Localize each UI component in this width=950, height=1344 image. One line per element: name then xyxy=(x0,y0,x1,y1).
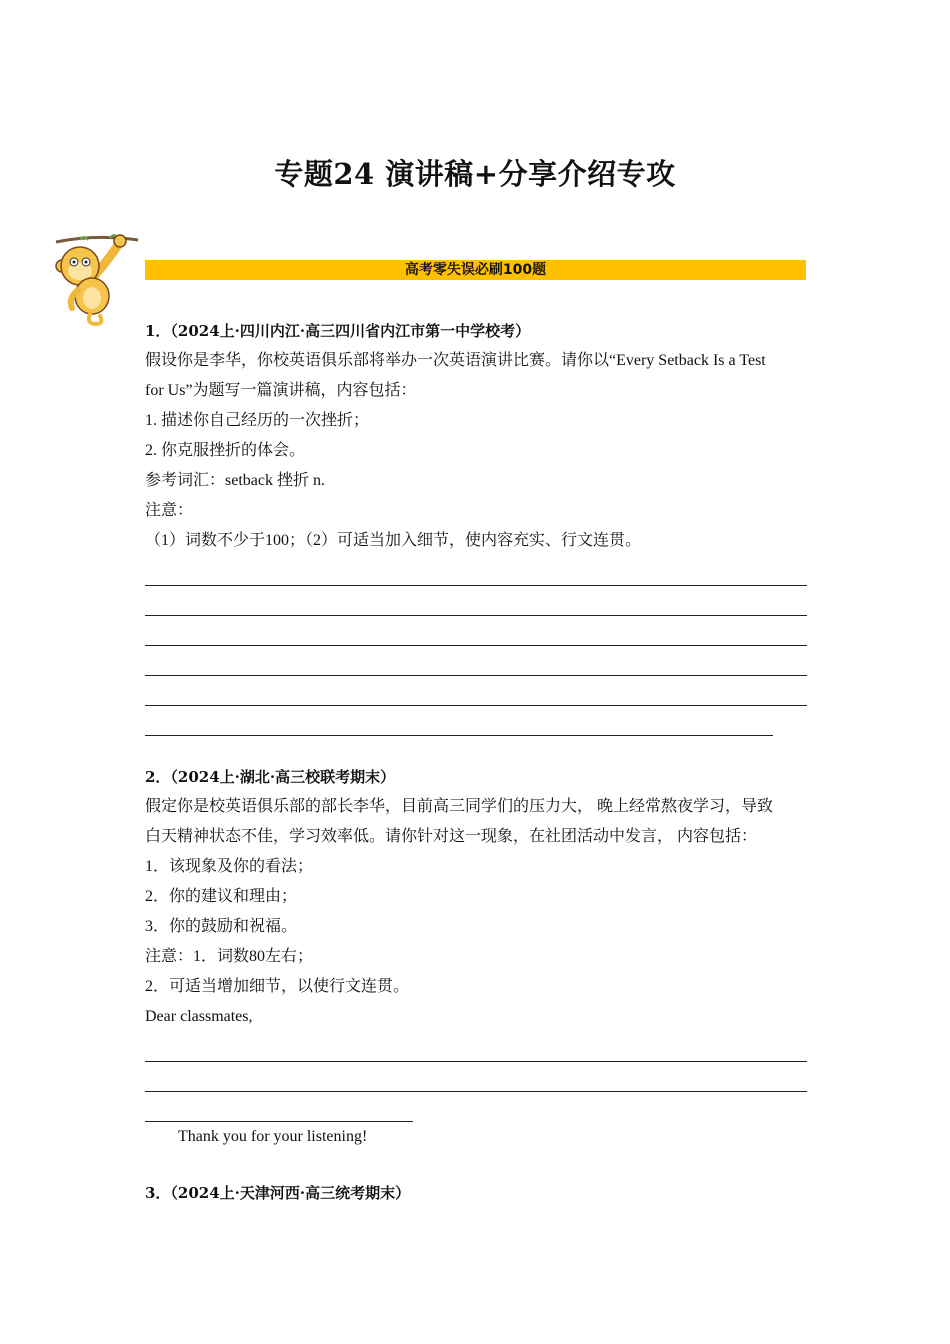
question-1-vocab: 参考词汇：setback 挫折 n. xyxy=(145,472,325,489)
question-2-point-2: 2．你的建议和理由； xyxy=(145,888,298,905)
answer-line[interactable] xyxy=(145,616,807,646)
question-1-point-2: 2. 你克服挫折的体会。 xyxy=(145,442,306,459)
question-2 xyxy=(145,762,807,1152)
question-1-note: （1）词数不少于100；（2）可适当加入细节，使内容充实、行文连贯。 xyxy=(145,532,642,549)
answer-line[interactable] xyxy=(145,706,773,736)
question-1-point-1: 1. 描述你自己经历的一次挫折； xyxy=(145,412,370,429)
question-2-note-2: 2．可适当增加细节，以使行文连贯。 xyxy=(145,978,410,995)
question-2-note-1: 注意：1．词数80左右； xyxy=(145,948,314,965)
monkey-mascot-icon xyxy=(50,228,142,328)
answer-line[interactable] xyxy=(145,1032,807,1062)
question-2-salutation: Dear classmates, xyxy=(145,1008,253,1025)
answer-line[interactable] xyxy=(145,1092,413,1122)
answer-line[interactable] xyxy=(145,556,807,586)
page-title: 专题24 演讲稿+分享介绍专攻 xyxy=(274,157,676,191)
section-banner: 高考零失误必刷100题 xyxy=(145,260,806,280)
answer-line[interactable] xyxy=(145,646,807,676)
answer-line[interactable] xyxy=(145,676,807,706)
question-3 xyxy=(145,1178,807,1208)
question-1 xyxy=(145,316,807,736)
question-2-point-1: 1．该现象及你的看法； xyxy=(145,858,314,875)
question-1-prompt-line-2: for Us”为题写一篇演讲稿，内容包括： xyxy=(145,382,417,399)
question-2-point-3: 3．你的鼓励和祝福。 xyxy=(145,918,298,935)
question-2-prompt-line-2: 白天精神状态不佳，学习效率低。请你针对这一现象，在社团活动中发言， 内容包括： xyxy=(145,828,758,845)
question-2-closing: Thank you for your listening! xyxy=(178,1128,368,1145)
question-1-prompt-line-1: 假设你是李华，你校英语俱乐部将举办一次英语演讲比赛。请你以“Every Setback Is a Test xyxy=(145,352,766,369)
question-2-heading: 2．（2024上·湖北·高三校联考期末） xyxy=(145,768,396,786)
question-1-heading: 1．（2024上·四川内江·高三四川省内江市第一中学校考） xyxy=(145,322,531,340)
question-2-prompt-line-1: 假定你是校英语俱乐部的部长李华，目前高三同学们的压力大， 晚上经常熬夜学习，导致 xyxy=(145,798,774,815)
answer-line[interactable] xyxy=(145,1062,807,1092)
answer-line[interactable] xyxy=(145,586,807,616)
question-1-note-label: 注意： xyxy=(145,502,194,519)
question-3-heading: 3．（2024上·天津河西·高三统考期末） xyxy=(145,1184,411,1202)
